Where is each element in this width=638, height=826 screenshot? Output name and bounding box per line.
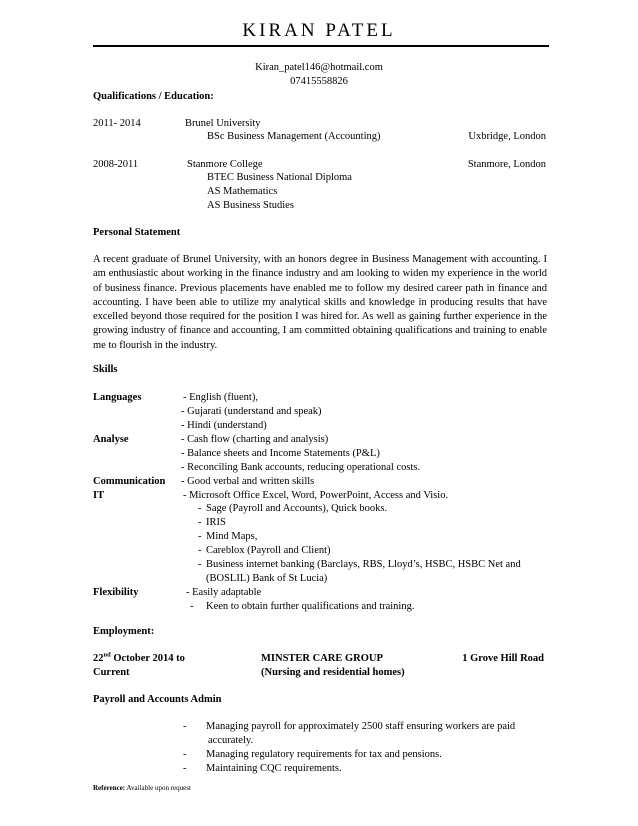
education-detail: AS Business Studies xyxy=(207,200,294,211)
skill-label-it: IT xyxy=(93,490,105,501)
duty-item: Managing regulatory requirements for tax and pensions. xyxy=(206,749,442,760)
phone: 07415558826 xyxy=(290,76,348,87)
education-heading: Qualifications / Education: xyxy=(93,91,214,102)
skill-sub-item: Careblox (Payroll and Client) xyxy=(206,545,331,556)
personal-statement-text: A recent graduate of Brunel University, with an honors degree in Business Management with accounting. I am enthusiastic about working in the finance industry and am looking to widen my experience in the world of business finance. Previous placements have enabled me to follow my desired career path in finance and accounting. I have been able to utilize my analytical skills and knowledge in producing results that have excelled beyond those required for the position I was hired for. As well as gaining further experience in the growing industry of finance and accounting, I am committed obtaining qualifications and training to enable me to flourish in the industry. xyxy=(93,254,547,351)
bullet-dash: - xyxy=(198,559,202,570)
education-years: 2008-2011 xyxy=(93,159,139,170)
skill-sub-item: Sage (Payroll and Accounts), Quick books. xyxy=(206,503,388,514)
education-institution: Stanmore College xyxy=(187,159,263,170)
education-location: Stanmore, London xyxy=(467,159,546,170)
education-years: 2011- 2014 xyxy=(93,118,141,129)
personal-statement-heading: Personal Statement xyxy=(93,227,181,238)
bullet-dash: - xyxy=(183,749,187,760)
employment-heading: Employment: xyxy=(93,626,155,637)
skill-item: - Easily adaptable xyxy=(186,587,262,598)
education-institution: Brunel University xyxy=(185,118,261,129)
skill-sub-item-continuation: (BOSLIL) Bank of St Lucia) xyxy=(206,573,328,584)
employment-date-end: Current xyxy=(93,667,130,678)
reference-note: Reference: Available upon request xyxy=(93,784,191,792)
duty-item: Maintaining CQC requirements. xyxy=(206,763,342,774)
employer-name: MINSTER CARE GROUP xyxy=(261,653,383,664)
skill-label-flexibility: Flexibility xyxy=(93,587,139,598)
skill-item: - Reconciling Bank accounts, reducing operational costs. xyxy=(181,462,421,473)
skill-sub-item: Business internet banking (Barclays, RBS, Lloyd’s, HSBC, HSBC Net and xyxy=(206,559,521,570)
skill-label-analyse: Analyse xyxy=(93,434,129,445)
candidate-name: KIRAN PATEL xyxy=(242,20,396,41)
duty-item-continuation: accurately. xyxy=(208,735,254,746)
header-rule xyxy=(93,45,549,47)
skill-label-communication: Communication xyxy=(93,476,166,487)
bullet-dash: - xyxy=(198,545,202,556)
skill-label-languages: Languages xyxy=(93,392,142,403)
bullet-dash: - xyxy=(190,601,194,612)
skill-sub-item: Keen to obtain further qualifications and training. xyxy=(206,601,415,612)
skill-sub-item: IRIS xyxy=(206,517,226,528)
skill-item: - Cash flow (charting and analysis) xyxy=(181,434,329,445)
skill-item: - Gujarati (understand and speak) xyxy=(181,406,322,417)
employer-description: (Nursing and residential homes) xyxy=(261,667,405,678)
education-location: Uxbridge, London xyxy=(468,131,546,142)
bullet-dash: - xyxy=(198,531,202,542)
skills-heading: Skills xyxy=(93,364,118,375)
skill-sub-item: Mind Maps, xyxy=(206,531,258,542)
skill-item: - Microsoft Office Excel, Word, PowerPoint, Access and Visio. xyxy=(183,490,449,501)
bullet-dash: - xyxy=(183,763,187,774)
employer-address: 1 Grove Hill Road xyxy=(462,653,544,664)
bullet-dash: - xyxy=(198,503,202,514)
email: Kiran_patel146@hotmail.com xyxy=(255,62,383,73)
education-detail: BSc Business Management (Accounting) xyxy=(207,131,381,142)
education-detail: BTEC Business National Diploma xyxy=(207,172,352,183)
skill-item: - English (fluent), xyxy=(183,392,258,403)
skill-item: - Hindi (understand) xyxy=(181,420,267,431)
education-detail: AS Mathematics xyxy=(207,186,278,197)
skill-item: - Good verbal and written skills xyxy=(181,476,315,487)
employment-date: 22nd October 2014 to xyxy=(93,651,185,664)
job-title: Payroll and Accounts Admin xyxy=(93,694,222,705)
bullet-dash: - xyxy=(198,517,202,528)
skill-item: - Balance sheets and Income Statements (P&L) xyxy=(181,448,380,459)
duty-item: Managing payroll for approximately 2500 staff ensuring workers are paid xyxy=(206,721,516,732)
bullet-dash: - xyxy=(183,721,187,732)
